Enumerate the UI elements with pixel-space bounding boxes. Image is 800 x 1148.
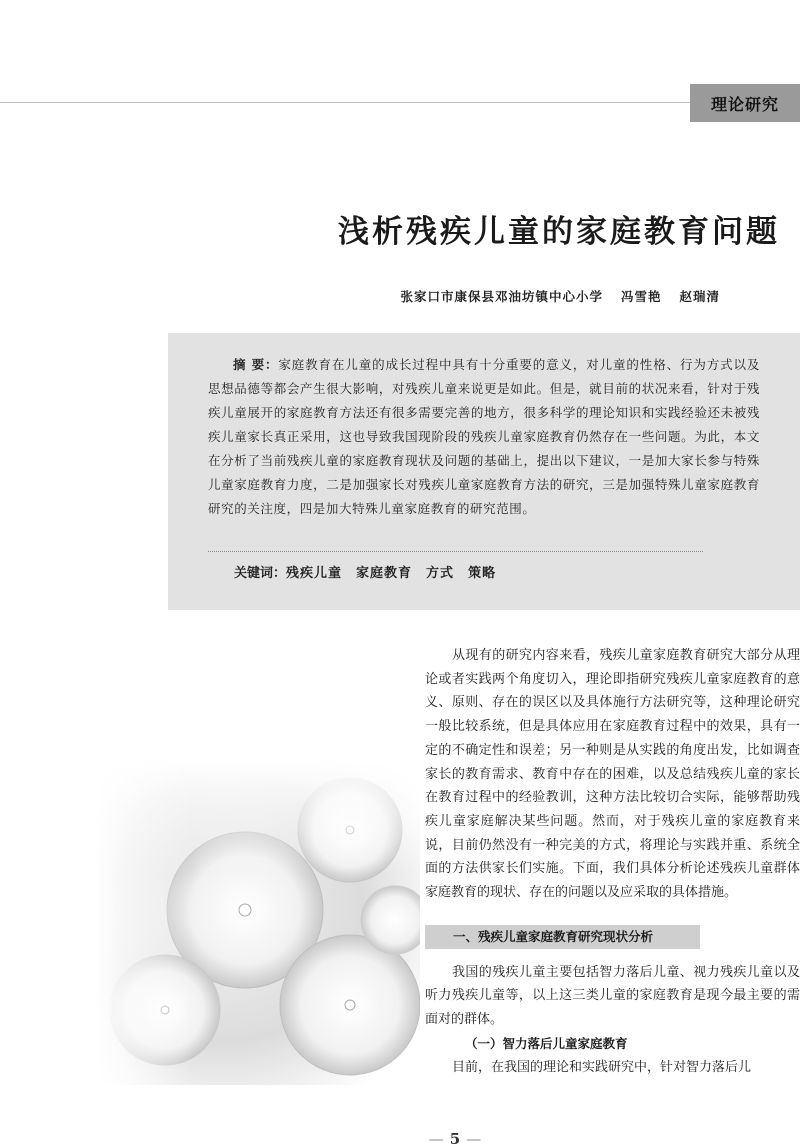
page-number-dash: —	[428, 1130, 444, 1148]
section-tag: 理论研究	[690, 84, 800, 122]
abstract-box	[168, 333, 800, 610]
page-number-value: 5	[449, 1130, 461, 1148]
author-name: 赵瑞清	[679, 289, 720, 304]
body-paragraph: 我国的残疾儿童主要包括智力落后儿童、视力残疾儿童以及听力残疾儿童等，以上这三类儿童的家庭教育是现今最主要的需面对的群体。	[425, 964, 800, 1028]
author-line	[300, 287, 720, 305]
subsection-heading: （一）智力落后儿童家庭教育	[465, 1035, 628, 1051]
keyword: 方式	[426, 566, 455, 581]
abstract-text: 家庭教育在儿童的成长过程中具有十分重要的意义，对儿童的性格、行为方式以及思想品德等都会产生很大影响，对残疾儿童来说更是如此。但是，就目前的状况来看，针对于残疾儿童展开的家庭教育方法还有很多需要完善的地方，很多科学的理论知识和实践经验还未被残疾儿童家长真正采用，这也导致我国现阶段的残疾儿童家庭教育仍然存在一些问题。为此，本文在分析了当前残疾儿童的家庭教育现状及问题的基础上，提出以下建议，一是加大家长参与特殊儿童家庭教育力度，二是加强家长对残疾儿童家庭教育方法的研究，三是加强特殊儿童家庭教育研究的关注度，四是加大特殊儿童家庭教育的研究范围。	[208, 357, 760, 516]
abstract-divider	[208, 551, 703, 552]
keywords	[234, 562, 510, 581]
body-paragraph: 从现有的研究内容来看，残疾儿童家庭教育研究大部分从理论或者实践两个角度切入，理论即指研究残疾儿童家庭教育的意义、原则、存在的误区以及具体施行方法研究等，这种理论研究一般比较系统，但是具体应用在家庭教育过程中的效果，具有一定的不确定性和误差；另一种则是从实践的角度出发，比如调查家长的教育需求、教育中存在的困难，以及总结残疾儿童的家长在教育过程中的经验教训，这种方法比较切合实际，能够帮助残疾儿童家庭解决某些问题。然而，对于残疾儿童的家庭教育来说，目前仍然没有一种完美的方式，将理论与实践并重、系统全面的方法供家长们实施。下面，我们具体分析论述残疾儿童群体家庭教育的现状、存在的问题以及应采取的具体措施。	[425, 648, 800, 901]
affiliation: 张家口市康保县邓油坊镇中心小学	[400, 289, 603, 304]
bokeh-graphic	[95, 760, 420, 1085]
author-name: 冯雪艳	[620, 289, 662, 304]
abstract	[208, 353, 760, 521]
page-number-dash: —	[466, 1130, 482, 1148]
keyword: 残疾儿童	[286, 566, 343, 581]
body-text-column	[425, 644, 800, 1079]
body-paragraph: 目前，在我国的理论和实践研究中，针对智力落后儿	[452, 1059, 752, 1075]
keyword: 家庭教育	[356, 566, 413, 581]
section-heading: 一、残疾儿童家庭教育研究现状分析	[425, 925, 700, 949]
abstract-label: 摘 要：	[233, 357, 279, 372]
article-title: 浅析残疾儿童的家庭教育问题	[338, 214, 780, 250]
keywords-label: 关键词：	[234, 566, 287, 581]
page-number	[405, 1130, 505, 1148]
decorative-bokeh-image	[95, 760, 420, 1085]
header-rule	[0, 102, 690, 103]
keyword: 策略	[468, 566, 497, 581]
